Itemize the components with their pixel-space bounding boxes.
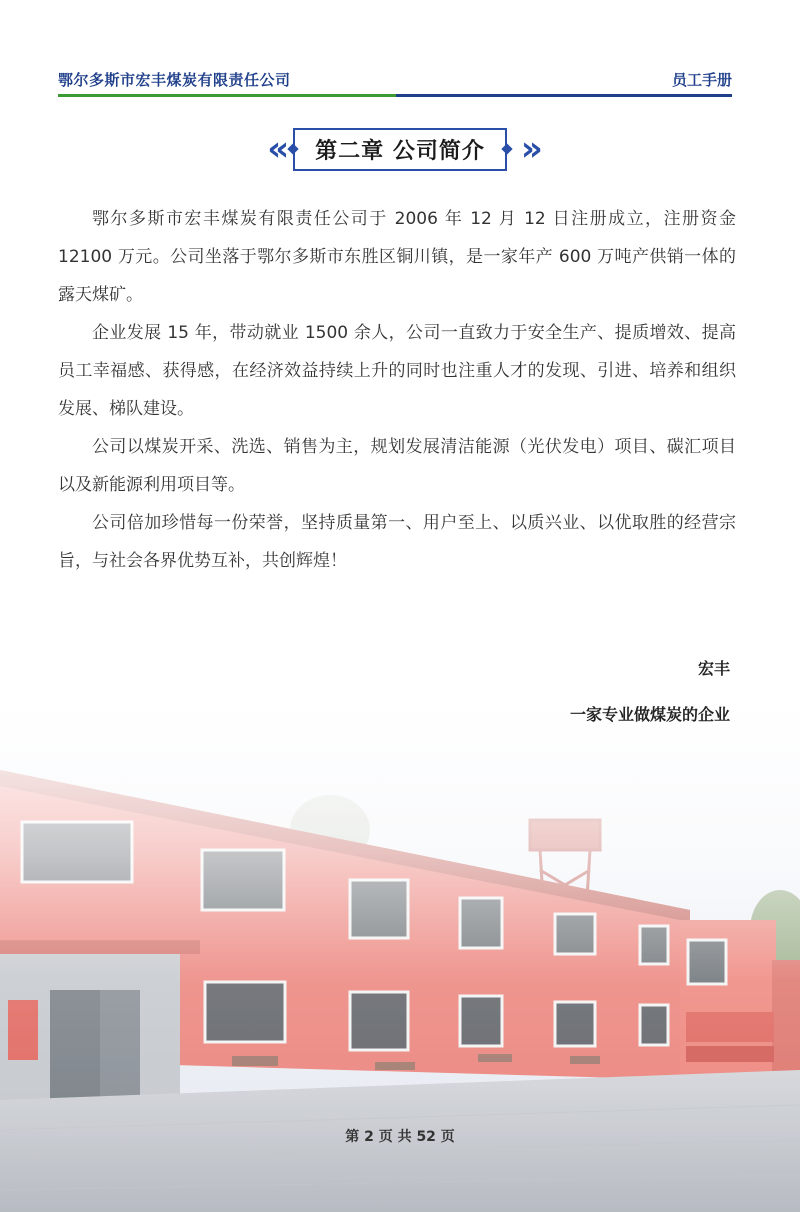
- company-name: 鄂尔多斯市宏丰煤炭有限责任公司: [58, 70, 291, 89]
- chapter-heading: [0, 126, 800, 172]
- paragraph-4: 公司倍加珍惜每一份荣誉，坚持质量第一、用户至上、以质兴业、以优取胜的经营宗旨，与社会各界优势互补，共创辉煌！: [58, 513, 736, 571]
- double-chevron-left-icon: «: [267, 129, 280, 169]
- double-chevron-right-icon: »: [520, 129, 533, 169]
- paragraph-1: 鄂尔多斯市宏丰煤炭有限责任公司于 2006 年 12 月 12 日注册成立，注册资金 12100 万元。公司坐落于鄂尔多斯市东胜区铜川镇，是一家年产 600 万吨产供销一体的露天煤矿。: [58, 209, 736, 305]
- slogan-tagline: 一家专业做煤炭的企业: [569, 705, 730, 724]
- chapter-title: 第二章 公司简介: [293, 128, 507, 171]
- header-bar: [58, 66, 732, 92]
- handbook-label: 员工手册: [671, 70, 732, 89]
- slogan-brand: 宏丰: [697, 659, 730, 678]
- paragraph-2: 企业发展 15 年，带动就业 1500 余人，公司一直致力于安全生产、提质增效、提高员工幸福感、获得感，在经济效益持续上升的同时也注重人才的发现、引进、培养和组织发展、梯队建设。: [58, 323, 736, 419]
- body-text: [58, 200, 736, 580]
- page-number: 第 2 页 共 52 页: [345, 1129, 455, 1145]
- header-line-blue: [396, 94, 732, 97]
- header-line-green: [58, 94, 396, 97]
- paragraph-3: 公司以煤炭开采、洗选、销售为主，规划发展清洁能源（光伏发电）项目、碳汇项目以及新能源利用项目等。: [58, 437, 736, 495]
